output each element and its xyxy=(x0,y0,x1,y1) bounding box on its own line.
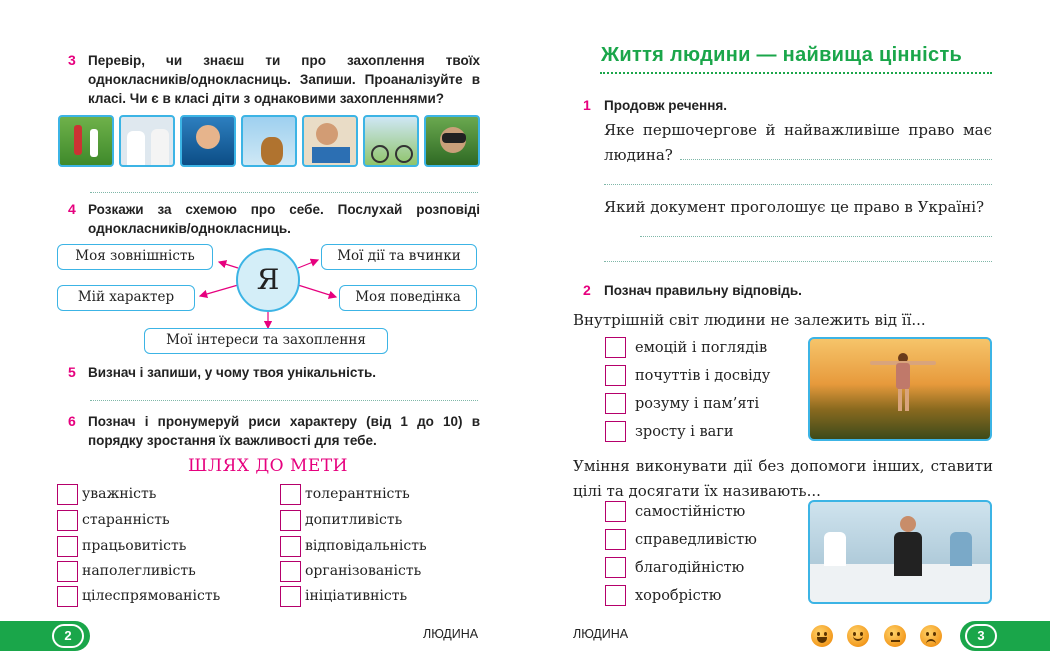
question-2: Який документ проголошує це право в Україні? xyxy=(604,198,985,216)
option-checkbox[interactable] xyxy=(605,337,626,358)
title-underline xyxy=(600,72,992,74)
path-title: ШЛЯХ ДО МЕТИ xyxy=(188,456,348,476)
page-title: Життя людини — найвища цінність xyxy=(601,44,963,66)
smiley-happy-icon[interactable] xyxy=(847,625,869,647)
task-2-number: 2 xyxy=(583,282,591,298)
smiley-sad-icon[interactable] xyxy=(920,625,942,647)
task-3-text: Перевір, чи знаєш ти про захоплення твоїх однокласників/однокласниць. Запиши. Проаналізуйте в класі. Чи є в класі діти з однаковими захопленнями? xyxy=(88,53,480,106)
task-1-number: 1 xyxy=(583,97,591,113)
option-label: емоцій і поглядів xyxy=(635,340,768,356)
trait-label: наполегливість xyxy=(82,563,196,579)
footer-label: ЛЮДИНА xyxy=(573,627,629,641)
scheme-center-me: Я xyxy=(236,248,300,312)
trait-checkbox[interactable] xyxy=(280,561,301,582)
task-4-text: Розкажи за схемою про себе. Послухай розповіді однокласників/однокласниць. xyxy=(88,202,480,236)
photo-woman-in-field xyxy=(808,337,992,441)
question-1: Яке першочергове й найважливіше право має людина? xyxy=(604,121,992,164)
task-5-text: Визнач і запиши, у чому твоя унікальність. xyxy=(88,365,377,380)
trait-checkbox[interactable] xyxy=(57,536,78,557)
page-number-tab xyxy=(960,621,1050,651)
trait-label: толерантність xyxy=(305,486,410,502)
smiley-neutral-icon[interactable] xyxy=(884,625,906,647)
task-6-text: Познач і пронумеруй риси характеру (від 1 до 10) в порядку зростання їх важливості для тебе. xyxy=(88,414,480,448)
trait-label: ініціативність xyxy=(305,588,408,604)
scheme-behavior: Моя поведінка xyxy=(339,285,477,311)
task-2-heading: Познач правильну відповідь. xyxy=(604,283,802,298)
option-label: справедливістю xyxy=(635,532,757,548)
trait-checkbox[interactable] xyxy=(57,561,78,582)
trait-label: відповідальність xyxy=(305,538,427,554)
option-label: благодійністю xyxy=(635,560,745,576)
trait-checkbox[interactable] xyxy=(280,510,301,531)
task-5-number: 5 xyxy=(68,364,76,380)
photo-office-team xyxy=(808,500,992,604)
task-6-number: 6 xyxy=(68,413,76,429)
question-stem-1: Внутрішній світ людини не залежить від її... xyxy=(573,311,926,329)
page-number-tab xyxy=(0,621,90,651)
answer-line[interactable] xyxy=(604,261,992,262)
answer-line[interactable] xyxy=(604,184,992,185)
option-label: хоробрістю xyxy=(635,588,722,604)
option-checkbox[interactable] xyxy=(605,421,626,442)
page-number: 2 xyxy=(52,624,84,648)
option-checkbox[interactable] xyxy=(605,501,626,522)
scheme-character: Мій характер xyxy=(57,285,195,311)
scheme-interests: Мої інтереси та захоплення xyxy=(144,328,388,354)
trait-checkbox[interactable] xyxy=(57,510,78,531)
trait-label: старанність xyxy=(82,512,170,528)
page-number: 3 xyxy=(965,624,997,648)
trait-checkbox[interactable] xyxy=(57,484,78,505)
trait-label: уважність xyxy=(82,486,157,502)
footer-label: ЛЮДИНА xyxy=(423,627,479,641)
task-1-heading: Продовж речення. xyxy=(604,98,727,113)
trait-label: організованість xyxy=(305,563,422,579)
scheme-actions: Мої дії та вчинки xyxy=(321,244,477,270)
option-checkbox[interactable] xyxy=(605,529,626,550)
scheme-appearance: Моя зовнішність xyxy=(57,244,213,270)
trait-label: допитливість xyxy=(305,512,403,528)
option-label: розуму і пам’яті xyxy=(635,396,760,412)
smiley-laughing-icon[interactable] xyxy=(811,625,833,647)
trait-label: працьовитість xyxy=(82,538,187,554)
option-label: зросту і ваги xyxy=(635,424,734,440)
option-checkbox[interactable] xyxy=(605,365,626,386)
task-4-number: 4 xyxy=(68,201,76,217)
option-label: почуттів і досвіду xyxy=(635,368,771,384)
trait-label: цілеспрямованість xyxy=(82,588,221,604)
question-stem-2: Уміння виконувати дії без допомоги інших, ставити цілі та досягати їх називають... xyxy=(573,457,993,500)
answer-line[interactable] xyxy=(680,159,992,160)
trait-checkbox[interactable] xyxy=(280,586,301,607)
task-3-number: 3 xyxy=(68,52,76,68)
option-checkbox[interactable] xyxy=(605,557,626,578)
trait-checkbox[interactable] xyxy=(280,536,301,557)
trait-checkbox[interactable] xyxy=(57,586,78,607)
answer-line xyxy=(90,400,478,401)
trait-checkbox[interactable] xyxy=(280,484,301,505)
option-checkbox[interactable] xyxy=(605,393,626,414)
answer-line[interactable] xyxy=(640,236,992,237)
option-label: самостійністю xyxy=(635,504,746,520)
option-checkbox[interactable] xyxy=(605,585,626,606)
